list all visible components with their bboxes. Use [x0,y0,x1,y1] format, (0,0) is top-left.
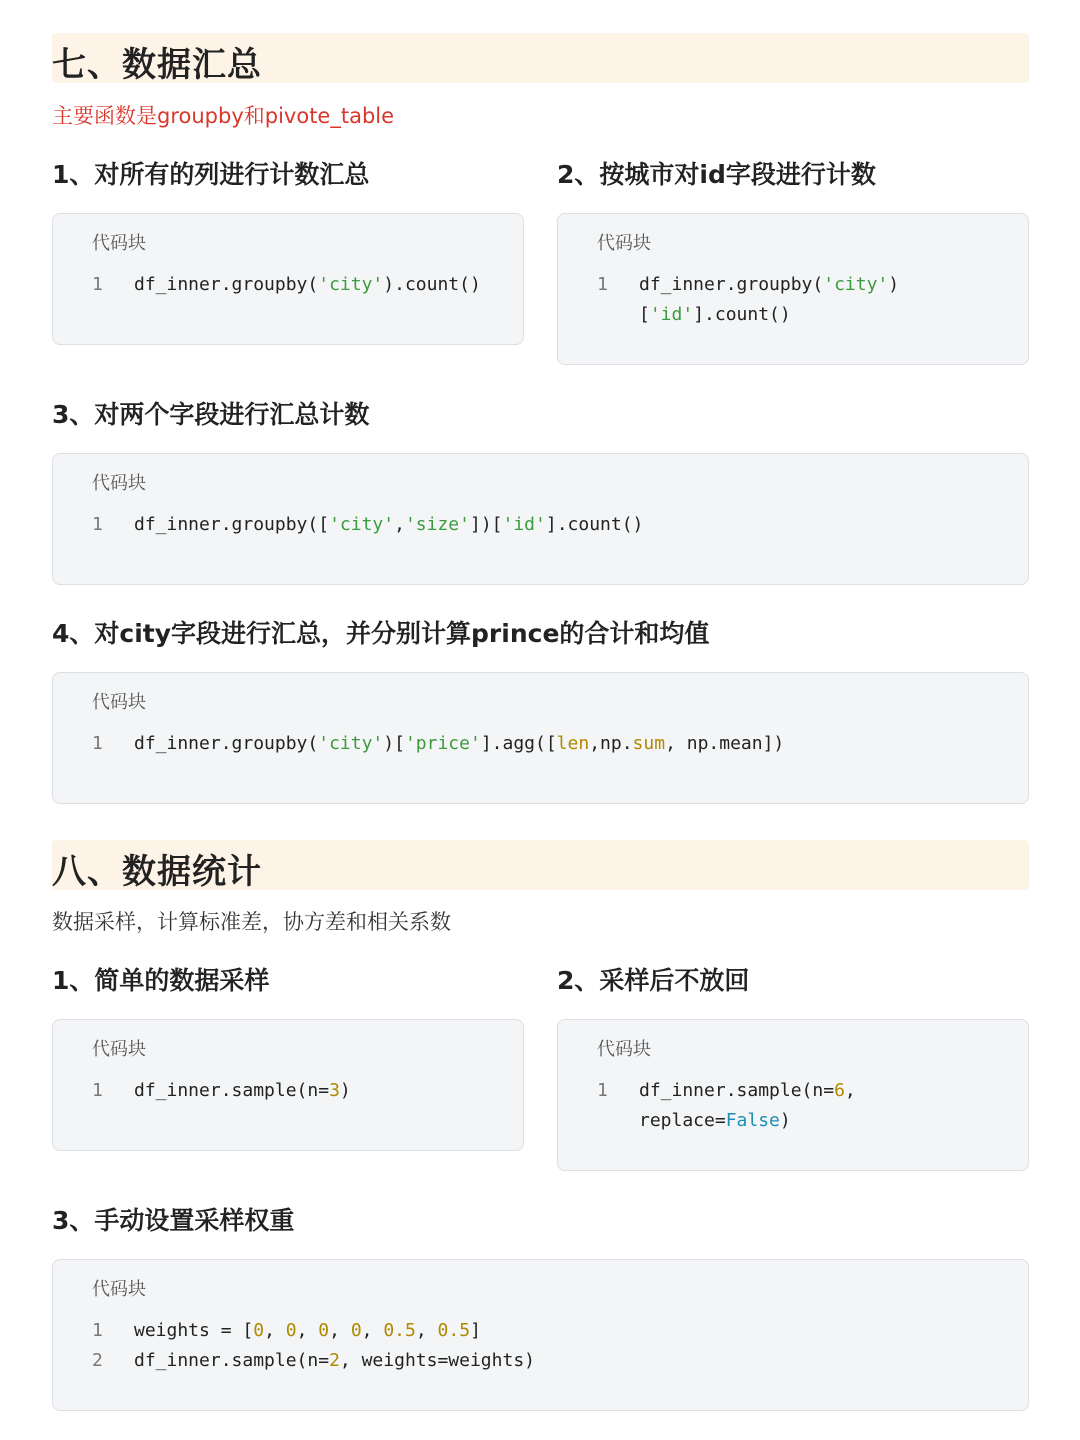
code-text: , [844,1080,856,1101]
code-block-label: 代码块 [597,233,651,254]
code-number: 0.5 [383,1320,416,1341]
code-line: 1 weights = [0, 0, 0, 0, 0.5, 0.5] [92,1316,1008,1346]
code-text: df_inner.sample(n= [134,1350,330,1371]
code-text: df_inner.groupby( [134,274,319,295]
subheading: 4、对city字段进行汇总，并分别计算prince的合计和均值 [52,619,710,648]
code-text: df_inner.groupby([ [134,514,330,535]
code-line [92,729,1008,759]
code-text: , [394,514,405,535]
code-line [92,1076,503,1106]
code-line [92,270,503,300]
code-text: df_inner.sample(n= [639,1080,835,1101]
code-text: ].count() [545,514,644,535]
code-block[interactable] [52,1259,1029,1411]
code-number: 0 [253,1320,265,1341]
code-number: 2 [329,1350,340,1371]
code-number: 0 [285,1320,297,1341]
code-builtin: sum [632,733,666,754]
section-note: 数据采样，计算标准差，协方差和相关系数 [52,910,451,934]
section-banner-7 [52,33,1029,83]
code-block-label: 代码块 [92,233,146,254]
subheading: 3、对两个字段进行汇总计数 [52,400,370,429]
code-line [597,270,1008,300]
code-text: weights = [ [134,1320,254,1341]
section-banner-8 [52,840,1029,890]
code-block-label: 代码块 [92,473,146,494]
section-title: 七、数据汇总 [52,45,262,85]
code-block[interactable] [52,213,524,345]
line-number: 1 [92,274,103,295]
code-text: ])[ [469,514,503,535]
code-text: ].agg([ [480,733,557,754]
section-title: 八、数据统计 [52,852,262,892]
code-builtin: len [556,733,590,754]
code-text: )[ [383,733,405,754]
code-text: , weights=weights) [339,1350,535,1371]
code-text: df_inner.sample(n= [134,1080,330,1101]
code-line [92,510,1008,540]
code-string: 'city' [318,733,384,754]
line-number: 1 [92,1080,103,1101]
code-text: replace= [639,1110,726,1131]
code-block[interactable] [52,672,1029,804]
code-string: 'city' [823,274,889,295]
code-block[interactable] [52,453,1029,585]
code-text: ) [888,274,900,295]
code-keyword: False [725,1110,780,1131]
code-block-label: 代码块 [597,1039,651,1060]
code-block-label: 代码块 [92,692,146,713]
code-string: 'city' [329,514,395,535]
code-text: [ [639,304,650,325]
code-line-wrap [597,300,1008,330]
code-number: 3 [329,1080,340,1101]
code-number: 0 [350,1320,362,1341]
line-number: 1 [92,1320,103,1341]
code-string: 'id' [502,514,546,535]
code-text: ) [779,1110,791,1131]
code-number: 0 [318,1320,330,1341]
code-number: 0.5 [437,1320,471,1341]
code-text: ) [339,1080,351,1101]
subheading: 1、简单的数据采样 [52,966,270,995]
line-number: 2 [92,1350,103,1371]
code-block[interactable] [557,213,1029,365]
code-string: 'city' [318,274,384,295]
line-number: 1 [597,1080,608,1101]
code-text: , np.mean]) [665,733,785,754]
code-text: ].count() [693,304,791,325]
code-block[interactable] [52,1019,524,1151]
code-text: ,np. [589,733,633,754]
code-line-wrap [597,1106,1008,1136]
line-number: 1 [597,274,608,295]
code-number: 6 [834,1080,845,1101]
subheading: 2、按城市对id字段进行计数 [557,160,876,189]
code-block-label: 代码块 [92,1039,146,1060]
code-string: 'id' [649,304,694,325]
line-number: 1 [92,733,103,754]
code-text: df_inner.groupby( [134,733,319,754]
code-block[interactable] [557,1019,1029,1171]
code-text: ).count() [383,274,481,295]
code-text: df_inner.groupby( [639,274,824,295]
subheading: 3、手动设置采样权重 [52,1206,295,1235]
subheading: 1、对所有的列进行计数汇总 [52,160,370,189]
section-note: 主要函数是groupby和pivote_table [52,104,395,128]
line-number: 1 [92,514,103,535]
code-line [597,1076,1008,1106]
code-block-label: 代码块 [92,1279,146,1300]
code-line [92,1346,1008,1376]
code-string: 'size' [404,514,470,535]
code-text: ] [470,1320,481,1341]
code-string: 'price' [404,733,481,754]
subheading: 2、采样后不放回 [557,966,750,995]
